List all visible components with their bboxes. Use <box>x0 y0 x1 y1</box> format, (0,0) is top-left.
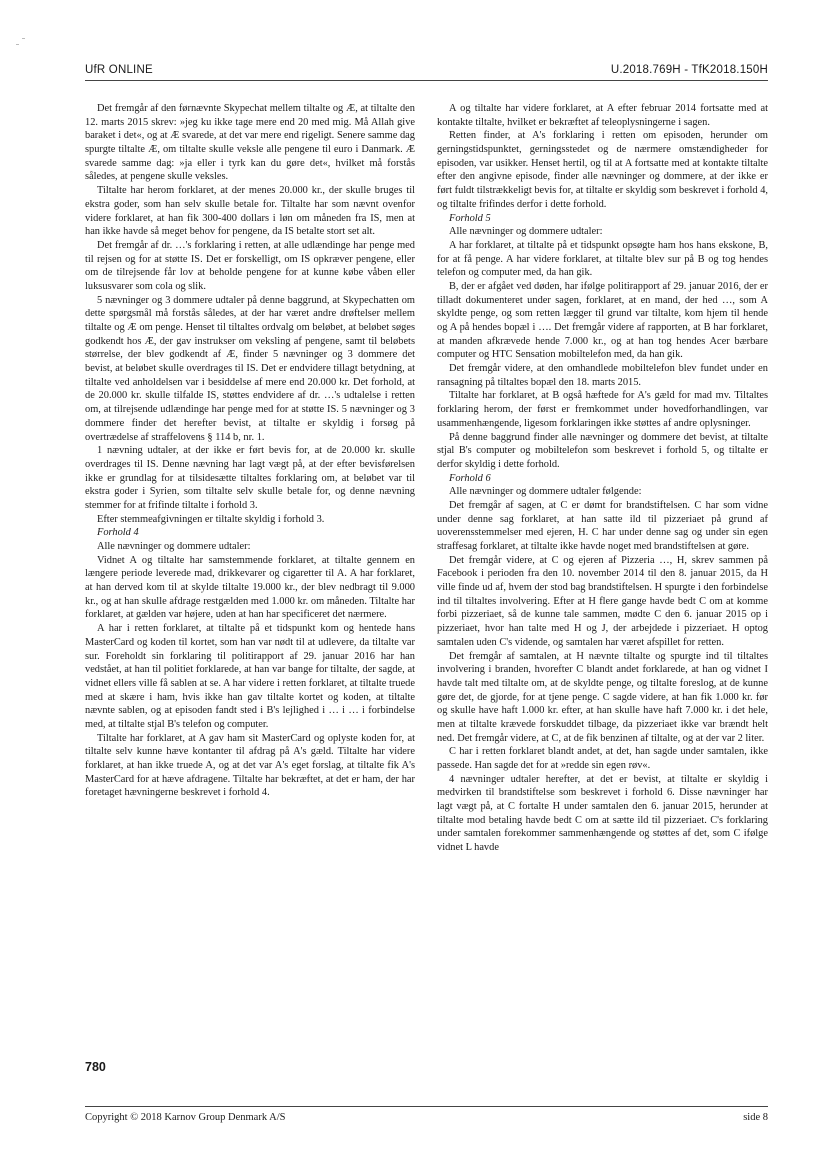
paragraph: Det fremgår af den førnævnte Skypechat mellem tiltalte og Æ, at tiltalte den 12. marts 2015 skrev: »jeg ku ikke tage mere end 20 med mig. Må Allah give baraket i det«, og at Æ svarede, at det var mere end rigeligt. Senere samme dag spurgte tiltalte Æ, om tiltalte skulle veksle alle pengene til euro i Danmark. Æ svarede samme dag: »ja eller i tyrk kan du gøre det«, hvilket må forstås således, at pengene skulle veksles. <box>85 103 415 183</box>
paragraph: 1 nævning udtaler, at der ikke er ført bevis for, at de 20.000 kr. skulle overdrages til IS. Denne nævning har lagt vægt på, at der efter bevisførelsen ikke er grundlag for at tilsidesætte tiltaltes forklaring om, at beløbet var til ekstra goder i Syrien, som tiltalte selv skulle betale for, og denne nævning stemmer for at frifinde tiltalte i forhold 3. <box>85 445 415 511</box>
paragraph: B, der er afgået ved døden, har ifølge politirapport af 29. januar 2016, der er tilladt dokumenteret under sagen, forklaret, at en mand, der hed …, som A skyldte penge, og som retten lægger til grund var tiltalte, kom hjem til hende og A på hendes bopæl i …. Det fremgår videre af rapporten, at B har forklaret, at manden afkrævede hende 7.000 kr., og at han tog hendes Acer bærbare computer og HTC Sensation mobiltelefon med, da han gik. <box>437 280 768 361</box>
paragraph: A og tiltalte har videre forklaret, at A efter februar 2014 fortsatte med at kontakte tiltalte, hvilket er bekræftet af teleoplysningerne i sagen. <box>437 103 768 128</box>
paragraph: På denne baggrund finder alle nævninger og dommere det bevist, at tiltalte stjal B's computer og mobiltelefon som beskrevet i forhold 5, og tiltalte er derfor skyldig i dette forhold. <box>437 431 768 470</box>
paragraph: Det fremgår af dr. …'s forklaring i retten, at alle udlændinge har penge med til rejsen og for at støtte IS. Det er forskelligt, om IS opkræver pengene, eller om de tilrejsende får lov at beholde pengene for at kunne købe våben eller luksusvarer som cola og slik. <box>85 239 415 292</box>
paragraph: Det fremgår videre, at C og ejeren af Pizzeria …, H, skrev sammen på Facebook i perioden fra den 10. november 2014 til den 8. januar 2015, da H ville finde ud af, hvem der stod bag brandstiftelsen. H spurgte i den forbindelse ind til tiltaltes involvering. Efter at H flere gange havde bedt C om at komme forbi pizzeriaet, så de kunne tale sammen, mødte C den 6. januar 2015 op i pizzeriaet, hvor han talte med H og J, der arbejdede i pizzeriaet. H optog samtalen uden C's vidende, og samtalen har været afspillet for retten. <box>437 554 768 648</box>
right-text-column <box>437 102 768 855</box>
paragraph: Tiltalte har forklaret, at B også hæftede for A's gæld for mad mv. Tiltaltes forklaring herom, der først er fremkommet under hovedforhandlingen, var usammenhængende, ligesom forklaringen ikke støttes af andre oplysninger. <box>437 390 768 429</box>
paragraph: Det fremgår af samtalen, at H nævnte tiltalte og spurgte ind til tiltaltes involvering i branden, hvorefter C blandt andet forklarede, at han og vidnet I havde talt med tiltalte om, at de skyldte penge, og tiltalte foreslog, at de kunne gøre det, de gjorde, for at tjene penge. C sagde videre, at han fik 1.000 kr. før og skulle have haft 1.000 kr. efter, at han skulle have haft 7.000 kr. i det hele, men at tiltalte krævede forskuddet tilbage, da pizzeriaet ikke var brændt helt ned. Det fremgår videre, at C, at de fik benzinen af tiltalte, og at der var 2 liter. <box>437 650 768 744</box>
section-heading: Forhold 6 <box>449 472 491 484</box>
paragraph: Det fremgår af sagen, at C er dømt for brandstiftelsen. C har som vidne under denne sag forklaret, at han satte ild til pizzeriaet på grund af uoverensstemmelser med ejeren, H. C har under denne sag og under sin egen straffesag forklaret, at tiltalte ikke havde noget med brandstiftelsen at gøre. <box>437 499 768 552</box>
paragraph: A har forklaret, at tiltalte på et tidspunkt opsøgte ham hos hans ekskone, B, for at få penge. A har videre forklaret, at tiltalte blev sur på B og tog hendes telefon og computer med, da han gik. <box>437 239 768 279</box>
paragraph: A har i retten forklaret, at tiltalte på et tidspunkt kom og hentede hans MasterCard og koden til kortet, som han var nødt til at udlevere, da tiltalte var sur. Foreholdt sin forklaring til politirapport af 29. januar 2016 har han vedstået, at han til politiet forklarede, at han var bange for tiltalte, der sagde, at vidnet ellers ville få sablen at se. A har videre i retten forklaret, at tiltalte truede med at skære i ham, hvis ikke han gav tiltalte kortet og koden, at tiltalte nævnte sablen, og at episoden fandt sted i B's lejlighed i … i … i forbindelse med, at tiltalte stjal B's telefon og computer. <box>85 623 415 730</box>
paragraph: Tiltalte har herom forklaret, at der menes 20.000 kr., der skulle bruges til ekstra goder, som han selv skulle betale for. Tiltalte har som nævnt ovenfor videre forklaret, at han fik 300-400 dollars i løn om måneden fra IS, men at han ikke havde så meget behov for pengene, da IS betalte stort set alt. <box>85 185 415 238</box>
footer-rule <box>85 1106 768 1107</box>
case-reference: U.2018.769H - TfK2018.150H <box>610 64 768 76</box>
paragraph: Retten finder, at A's forklaring i retten om episoden, herunder om gerningstidspunktet, gerningsstedet og de nærmere omstændigheder for episoden, var usikker. Henset hertil, og til at A fortsatte med at kontakte tiltalte efter den angivne episode, finder alle nævninger og dommere, at der ikke er ført fuldt tilstrækkeligt bevis for, at tiltalte er skyldig som beskrevet i forhold 4, og tiltalte frifindes derfor i dette forhold. <box>437 130 768 210</box>
paragraph: Alle nævninger og dommere udtaler: <box>449 226 603 238</box>
header-rule <box>85 80 768 81</box>
copyright-notice: Copyright © 2018 Karnov Group Denmark A/S <box>85 1112 286 1123</box>
paragraph: Alle nævninger og dommere udtaler: <box>97 541 251 552</box>
section-heading: Forhold 5 <box>449 212 491 224</box>
paragraph: 4 nævninger udtaler herefter, at det er bevist, at tiltalte er skyldig i medvirken til brandstiftelse som beskrevet i forhold 6. Disse nævninger har lagt vægt på, at C fortalte H under samtalen den 6. januar 2015, herunder at tiltalte mod betaling havde bedt C om at sætte ild til pizzeriaet. C's forklaring under samtalen forekommer sammenhængende og støttes af det, som C ifølge vidnet L havde <box>437 773 768 854</box>
paragraph: Det fremgår videre, at den omhandlede mobiltelefon blev fundet under en ransagning på tiltaltes bopæl den 18. marts 2015. <box>437 363 768 388</box>
paragraph: Vidnet A og tiltalte har samstemmende forklaret, at tiltalte gennem en længere periode leverede mad, drikkevarer og cigaretter til A. A har forklaret, at han derved kom til at skylde tiltalte 19.000 kr., der blev nedbragt til 9.000 kr., og at han skulle afdrage restgælden med 1.000 kr. om måneden. Tiltalte har forklaret, at gælden var højere, uden at han har specificeret det nærmere. <box>85 554 415 621</box>
section-heading: Forhold 4 <box>97 527 139 539</box>
paragraph: C har i retten forklaret blandt andet, at det, han sagde under samtalen, ikke passede. Han sagde det for at »redde sin egen røv«. <box>437 746 768 771</box>
paragraph: Tiltalte har forklaret, at A gav ham sit MasterCard og oplyste koden for, at tiltalte selv kunne hæve kontanter til afdrag på A's gæld. Tiltalte har videre forklaret, at han ikke truede A, og at det var A's eget forslag, at tiltalte fik A's MasterCard for at hæve afdragene. Tiltalte har bekræftet, at det er ham, der har foretaget hævningerne beskrevet i forhold 4. <box>85 732 415 799</box>
page-number: 780 <box>85 1060 106 1074</box>
paragraph: Efter stemmeafgivningen er tiltalte skyldig i forhold 3. <box>97 513 325 525</box>
page-indicator: side 8 <box>743 1112 768 1123</box>
paragraph: 5 nævninger og 3 dommere udtaler på denne baggrund, at Skypechatten om dette spørgsmål må forstås således, at der har været andre drøftelser mellem tiltalte og Æ om penge. Henset til tiltaltes ordvalg om beløbet, at beløbet søges godkendt hos Æ, der gav instrukser om veksling af pengene, samt til beløbets størrelse, der blev godkendt af Æ, finder 5 nævninger og 3 dommere det bevist, at beløbet skulle overdrages til IS. Det er endvidere tillagt betydning, at tiltalte ved anholdelsen var i besiddelse af mere end 20.000 kr. Det forhold, at de 20.000 kr. skulle tilfalde IS, støttes endvidere af dr. …'s udtalelse i retten om, at tilrejsende udlændinge har penge med for at støtte IS. 5 nævninger og 3 dommere finder det herefter bevist, at tiltalte er skyldig i forsøg på overtrædelse af straffelovens § 114 b, nr. 1. <box>85 294 415 443</box>
left-text-column <box>85 102 415 800</box>
scan-speck <box>22 38 25 39</box>
scan-speck <box>16 44 19 45</box>
publication-name: UfR ONLINE <box>85 64 153 76</box>
paragraph: Alle nævninger og dommere udtaler følgende: <box>449 486 642 498</box>
